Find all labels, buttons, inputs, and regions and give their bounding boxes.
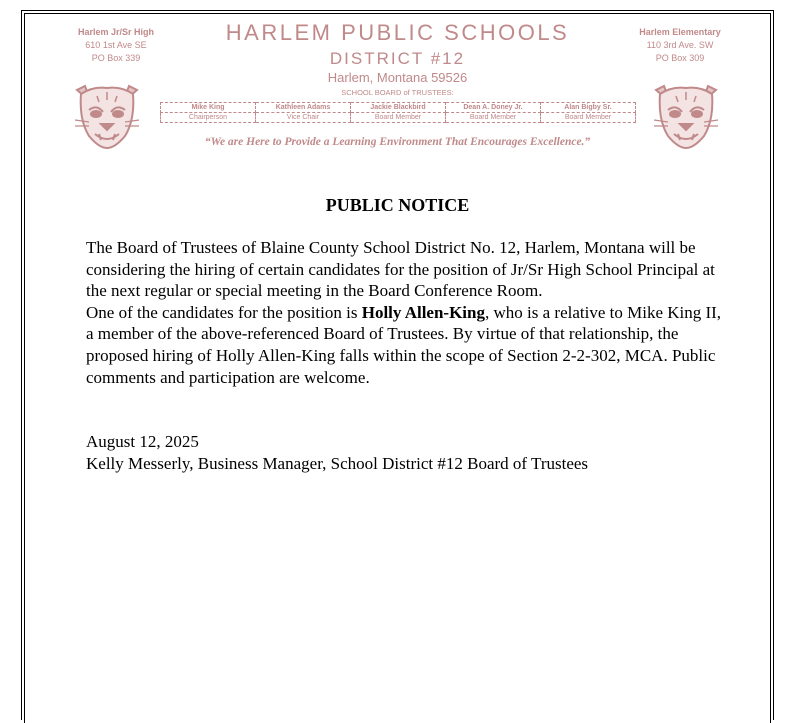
board-member-role: Board Member bbox=[446, 113, 541, 123]
district-number: DISTRICT #12 bbox=[329, 49, 466, 68]
district-name: HARLEM PUBLIC SCHOOLS bbox=[225, 20, 570, 45]
notice-date: August 12, 2025 bbox=[86, 432, 199, 451]
board-member-role: Board Member bbox=[541, 113, 636, 123]
board-member-role: Vice Chair bbox=[256, 113, 351, 123]
district-city: Harlem, Montana 59526 bbox=[327, 70, 468, 85]
board-heading: SCHOOL BOARD of TRUSTEES: bbox=[341, 88, 454, 97]
board-roles-row bbox=[161, 113, 636, 123]
left-school-street: 610 1st Ave SE bbox=[85, 40, 147, 50]
board-member-name: Kathleen Adams bbox=[256, 103, 351, 113]
district-motto: “We are Here to Provide a Learning Environment That Encourages Excellence.” bbox=[204, 136, 591, 148]
paragraph-2-lead: One of the candidates for the position is bbox=[86, 302, 362, 322]
wildcat-head-logo-icon bbox=[650, 80, 722, 152]
board-member-name: Dean A. Doney Jr. bbox=[446, 103, 541, 113]
notice-signature: Kelly Messerly, Business Manager, School District #12 Board of Trustees bbox=[86, 453, 589, 473]
right-school-name: Harlem Elementary bbox=[639, 27, 721, 37]
left-school-pobox: PO Box 339 bbox=[91, 53, 141, 63]
paragraph-2-rest: , who is a relative to Mike King II, a member of the above-referenced Board of Trustees. By virtue of that relationship, the proposed hiring of Holly Allen-King falls within the scope of Section 2-2-302, MCA. Public comments and participation are welcome. bbox=[86, 302, 722, 387]
board-member-name: Jackie Blackbird bbox=[351, 103, 446, 113]
wildcat-head-logo-icon bbox=[71, 80, 143, 152]
notice-paragraph-2 bbox=[86, 302, 726, 388]
left-school-name: Harlem Jr/Sr High bbox=[77, 27, 155, 37]
board-member-name: Alan Bigby Sr. bbox=[541, 103, 636, 113]
board-of-trustees-table bbox=[160, 102, 636, 123]
notice-paragraph-1: The Board of Trustees of Blaine County School District No. 12, Harlem, Montana will be considering the hiring of certain candidates for the position of Jr/Sr High School Principal at the next regular or special meeting in the Board Conference Room. bbox=[86, 238, 715, 301]
board-names-row bbox=[161, 103, 636, 113]
board-member-role: Chairperson bbox=[161, 113, 256, 123]
letterhead-right-address bbox=[620, 26, 740, 65]
right-school-street: 110 3rd Ave. SW bbox=[646, 40, 714, 50]
notice-body[interactable] bbox=[86, 237, 726, 388]
candidate-name: Holly Allen-King bbox=[361, 302, 485, 322]
notice-title: PUBLIC NOTICE bbox=[325, 195, 470, 215]
board-member-name: Mike King bbox=[161, 103, 256, 113]
right-school-pobox: PO Box 309 bbox=[655, 53, 705, 63]
notice-signoff bbox=[86, 431, 726, 474]
board-member-role: Board Member bbox=[351, 113, 446, 123]
letterhead-left-address bbox=[56, 26, 176, 65]
